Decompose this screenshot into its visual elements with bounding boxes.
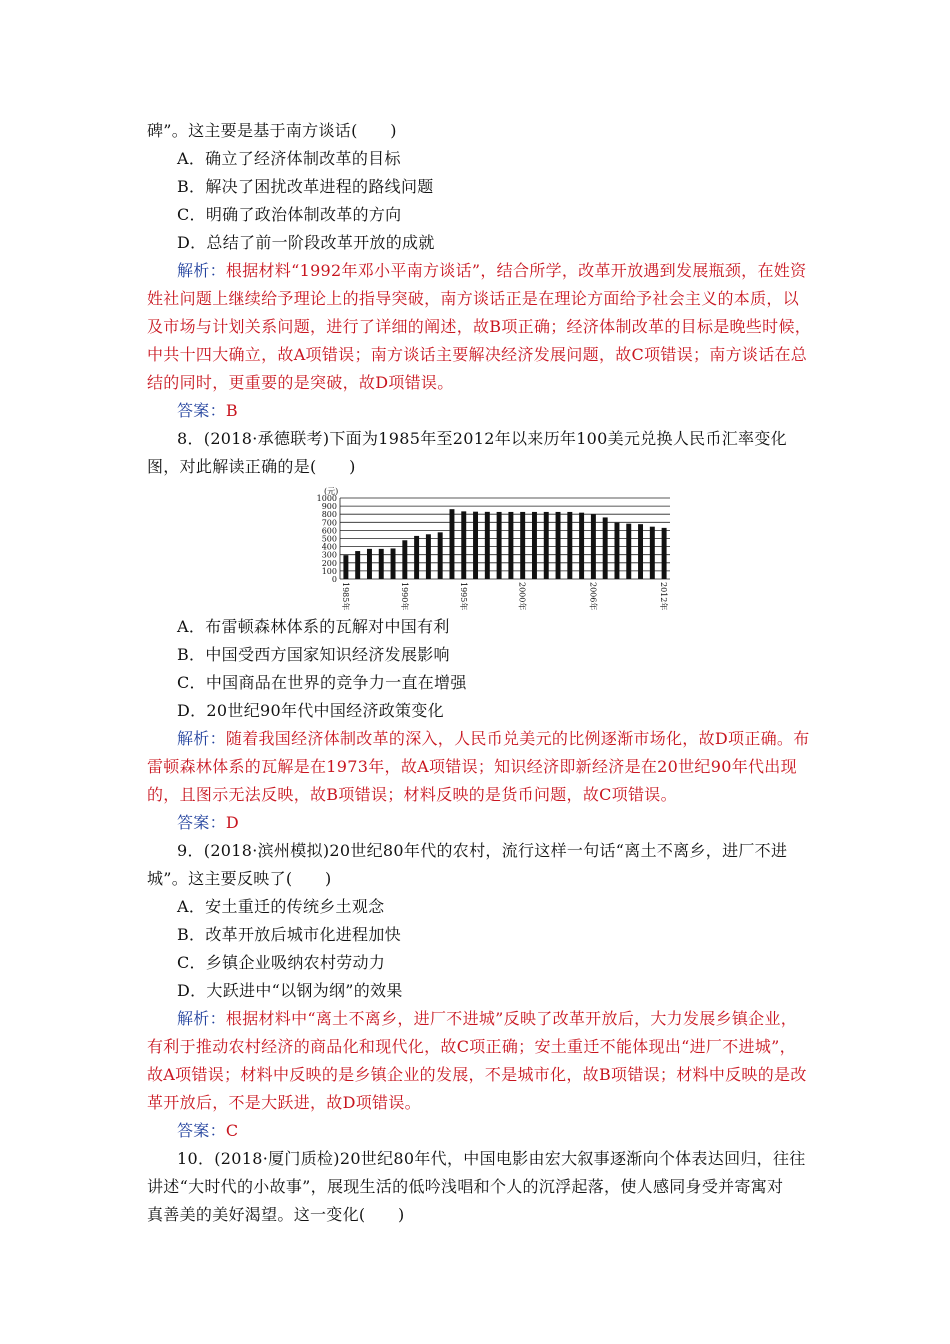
y-unit-label: (元) [324,487,339,496]
bar-1999 [508,512,513,579]
q10-stem-line-1: 10．(2018·厦门质检)20世纪80年代，中国电影由宏大叙事逐渐向个体表达回归，往往 [177,1149,806,1168]
q7-analysis-line-2: 姓社问题上继续给予理论上的指导突破，南方谈话正是在理论方面给予社会主义的本质，以 [147,289,800,308]
q9-option-d: D．大跃进中“以钢为纲”的效果 [177,981,403,1000]
q8-answer-value: D [225,813,240,832]
bar-1996 [473,512,478,579]
x-tick-label-2006: 2006年 [588,582,598,611]
bar-1989 [391,548,396,579]
q8-analysis-line-2: 雷顿森林体系的瓦解是在1973年，故A项错误；知识经济即新经济是在20世纪90年代出现 [147,757,797,776]
bar-1987 [367,549,372,579]
q7-analysis-line-4: 中共十四大确立，故A项错误；南方谈话主要解决经济发展问题，故C项错误；南方谈话在总 [147,345,808,364]
q7-answer [177,401,238,421]
q8-analysis-label: 解析： [177,729,226,748]
q9-analysis-line-3: 故A项错误；材料中反映的是乡镇企业的发展，不是城市化，故B项错误；材料中反映的是改 [147,1065,807,1084]
bar-2004 [567,512,572,579]
q7-option-d: D．总结了前一阶段改革开放的成就 [177,233,435,252]
q7-option-c: C．明确了政治体制改革的方向 [177,205,402,224]
q9-stem-line-1: 9．(2018·滨州模拟)20世纪80年代的农村，流行这样一句话“离土不离乡，进厂不进 [177,841,788,860]
y-tick-label: 600 [321,526,337,536]
q7-analysis-label: 解析： [177,261,226,280]
x-tick-label-1985: 1985年 [340,582,350,611]
y-tick-label: 400 [321,542,337,552]
q8-answer-label: 答案： [177,813,226,832]
bar-2005 [579,513,584,579]
y-tick-label: 300 [321,550,337,560]
bar-2006 [591,514,596,579]
q9-option-c: C．乡镇企业吸纳农村劳动力 [177,953,386,972]
q7-option-b: B．解决了困扰改革进程的路线问题 [177,177,434,196]
q9-analysis-label: 解析： [177,1009,226,1028]
q9-answer-value: C [225,1121,239,1140]
bar-1986 [355,551,360,579]
x-tick-label-1990: 1990年 [399,582,409,611]
q9-stem-line-2: 城”。这主要反映了( ) [147,869,332,888]
y-tick-label: 700 [321,518,337,528]
q9-analysis-line-2: 有利于推动农村经济的商品化和现代化，故C项正确；安土重迁不能体现出“进厂不进城”， [147,1037,796,1056]
q7-answer-label: 答案： [177,401,226,420]
q8-option-a: A．布雷顿森林体系的瓦解对中国有利 [177,617,450,636]
exchange-rate-chart-svg [300,484,680,614]
q9-answer [177,1121,238,1141]
q7-stem-tail: 碑”。这主要是基于南方谈话( ) [147,121,397,140]
q7-analysis-line-5: 结的同时，更重要的是突破，故D项错误。 [147,373,454,392]
bar-1993 [438,532,443,579]
bar-2011 [650,527,655,579]
x-tick-label-2012: 2012年 [659,582,669,611]
q7-answer-value: B [225,401,238,420]
y-tick-label: 0 [331,575,337,584]
bar-2001 [532,512,537,579]
q9-option-a: A．安土重迁的传统乡土观念 [177,897,385,916]
q8-analysis-line-3: 的，且图示无法反映，故B项错误；材料反映的是货币问题，故C项错误。 [147,785,677,804]
x-tick-label-1995: 1995年 [458,582,468,611]
bar-2000 [520,512,525,579]
bar-2010 [638,524,643,579]
bar-1995 [461,511,466,579]
q10-stem-line-2: 讲述“大时代的小故事”，展现生活的低吟浅唱和个人的沉浮起落，使人感同身受并寄寓对 [147,1177,784,1196]
bar-2012 [662,528,667,579]
bar-2003 [556,512,561,579]
q8-stem-line-1: 8．(2018·承德联考)下面为1985年至2012年以来历年100美元兑换人民币汇率变化 [177,429,787,448]
q9-answer-label: 答案： [177,1121,226,1140]
q8-option-b: B．中国受西方国家知识经济发展影响 [177,645,450,664]
y-tick-label: 1000 [316,494,337,503]
bar-2008 [614,523,619,579]
y-tick-label: 800 [321,510,337,520]
q8-option-d: D．20世纪90年代中国经济政策变化 [177,701,444,720]
q8-answer [177,813,239,833]
bar-2007 [603,517,608,579]
q7-option-a: A．确立了经济体制改革的目标 [177,149,401,168]
q9-analysis-line-1: 解析：根据材料中“离土不离乡，进厂不进城”反映了改革开放后，大力发展乡镇企业， [177,1009,798,1028]
x-tick-label-2000: 2000年 [517,582,527,611]
bar-2009 [626,524,631,579]
q10-stem-line-3: 真善美的美好渴望。这一变化( ) [147,1205,405,1224]
exchange-rate-chart [300,484,680,614]
bar-2002 [544,512,549,579]
q9-analysis-line-4: 革开放后，不是大跃进，故D项错误。 [147,1093,421,1112]
bar-1992 [426,534,431,579]
q7-analysis-line-1: 解析：根据材料“1992年邓小平南方谈话”，结合所学，改革开放遇到发展瓶颈，在姓资 [177,261,807,280]
bar-1985 [343,555,348,579]
bar-1990 [402,540,407,579]
bar-1991 [414,536,419,579]
bar-1994 [449,509,454,579]
q8-stem-line-2: 图，对此解读正确的是( ) [147,457,356,476]
y-tick-label: 100 [321,566,337,576]
bar-1997 [485,512,490,579]
y-tick-label: 500 [321,534,337,544]
q8-analysis-line-1: 解析：随着我国经济体制改革的深入，人民币兑美元的比例逐渐市场化，故D项正确。布 [177,729,810,748]
q9-option-b: B．改革开放后城市化进程加快 [177,925,401,944]
q8-option-c: C．中国商品在世界的竞争力一直在增强 [177,673,467,692]
y-tick-label: 900 [321,502,337,512]
bar-1988 [379,549,384,579]
bar-1998 [497,512,502,579]
q7-analysis-line-3: 及市场与计划关系问题，进行了详细的阐述，故B项正确；经济体制改革的目标是晚些时候， [147,317,812,336]
y-tick-label: 200 [321,558,337,568]
